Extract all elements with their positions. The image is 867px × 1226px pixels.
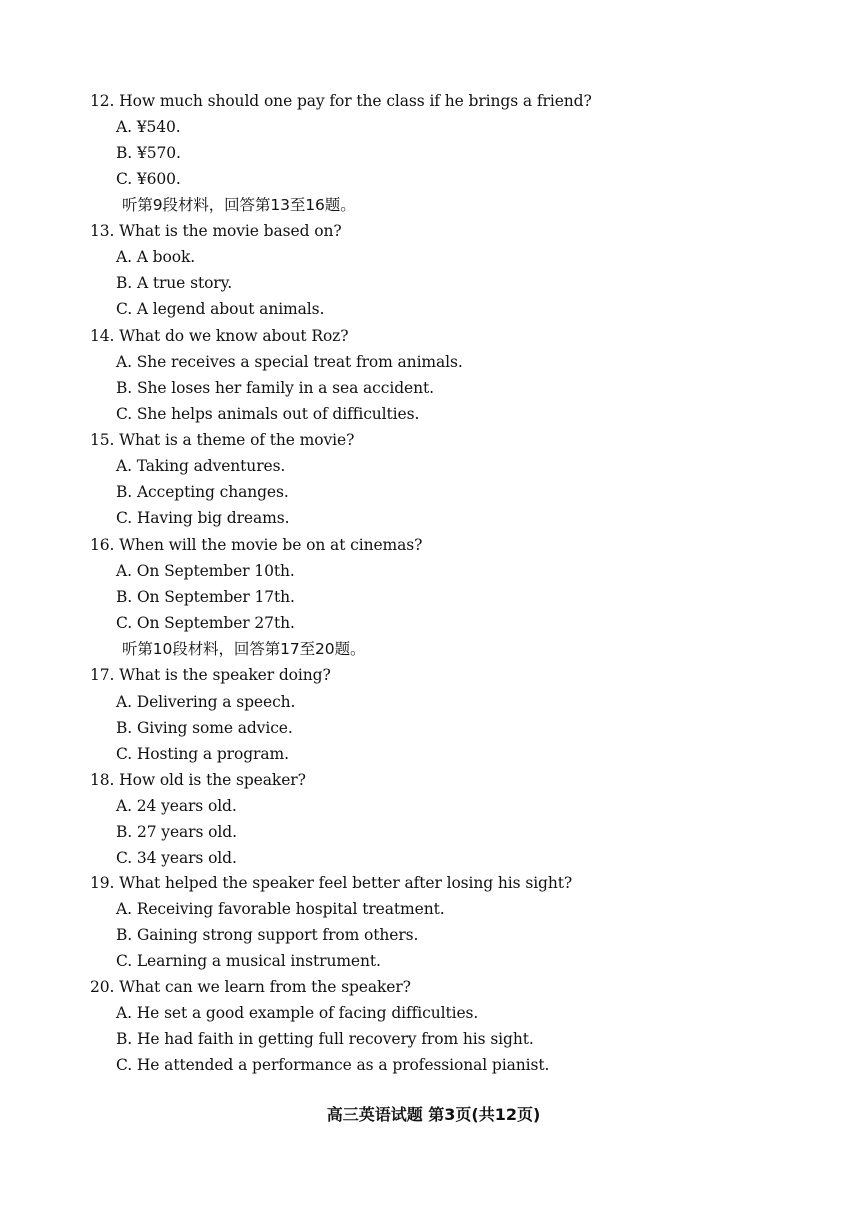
question-12-option-b: B. ¥570. [116, 144, 181, 162]
question-13-option-c: C. A legend about animals. [116, 300, 325, 318]
question-18-stem: 18. How old is the speaker? [90, 771, 306, 789]
question-16-stem: 16. When will the movie be on at cinemas? [90, 536, 423, 554]
question-12-stem: 12. How much should one pay for the class if he brings a friend? [90, 92, 592, 110]
question-13-stem: 13. What is the movie based on? [90, 222, 342, 240]
question-20-option-a: A. He set a good example of facing difficulties. [116, 1004, 479, 1022]
section-9-instruction: 听第9段材料，回答第13至16题。 [122, 196, 356, 214]
question-13-option-a: A. A book. [116, 248, 196, 266]
question-18-option-c: C. 34 years old. [116, 849, 237, 867]
question-19-option-b: B. Gaining strong support from others. [116, 926, 419, 944]
question-14-option-b: B. She loses her family in a sea accident. [116, 379, 434, 397]
section-10-instruction: 听第10段材料，回答第17至20题。 [122, 640, 366, 658]
question-19-stem: 19. What helped the speaker feel better after losing his sight? [90, 874, 573, 892]
question-12-option-c: C. ¥600. [116, 170, 181, 188]
question-14-option-c: C. She helps animals out of difficulties. [116, 405, 420, 423]
question-16-option-b: B. On September 17th. [116, 588, 295, 606]
question-15-option-c: C. Having big dreams. [116, 509, 290, 527]
question-20-option-b: B. He had faith in getting full recovery from his sight. [116, 1030, 534, 1048]
question-20-option-c: C. He attended a performance as a professional pianist. [116, 1056, 550, 1074]
question-17-option-a: A. Delivering a speech. [116, 693, 296, 711]
page-footer: 高三英语试题 第3页(共12页) [326, 1105, 541, 1124]
question-12-option-a: A. ¥540. [116, 118, 181, 136]
question-16-option-a: A. On September 10th. [116, 562, 295, 580]
question-15-option-b: B. Accepting changes. [116, 483, 289, 501]
question-17-option-c: C. Hosting a program. [116, 745, 289, 763]
question-19-option-a: A. Receiving favorable hospital treatment. [116, 900, 445, 918]
question-16-option-c: C. On September 27th. [116, 614, 295, 632]
question-20-stem: 20. What can we learn from the speaker? [90, 978, 411, 996]
question-18-option-a: A. 24 years old. [116, 797, 237, 815]
question-19-option-c: C. Learning a musical instrument. [116, 952, 381, 970]
question-17-option-b: B. Giving some advice. [116, 719, 293, 737]
question-15-stem: 15. What is a theme of the movie? [90, 431, 355, 449]
question-14-option-a: A. She receives a special treat from animals. [116, 353, 463, 371]
question-15-option-a: A. Taking adventures. [116, 457, 286, 475]
question-13-option-b: B. A true story. [116, 274, 233, 292]
question-18-option-b: B. 27 years old. [116, 823, 237, 841]
question-14-stem: 14. What do we know about Roz? [90, 327, 349, 345]
question-17-stem: 17. What is the speaker doing? [90, 666, 331, 684]
